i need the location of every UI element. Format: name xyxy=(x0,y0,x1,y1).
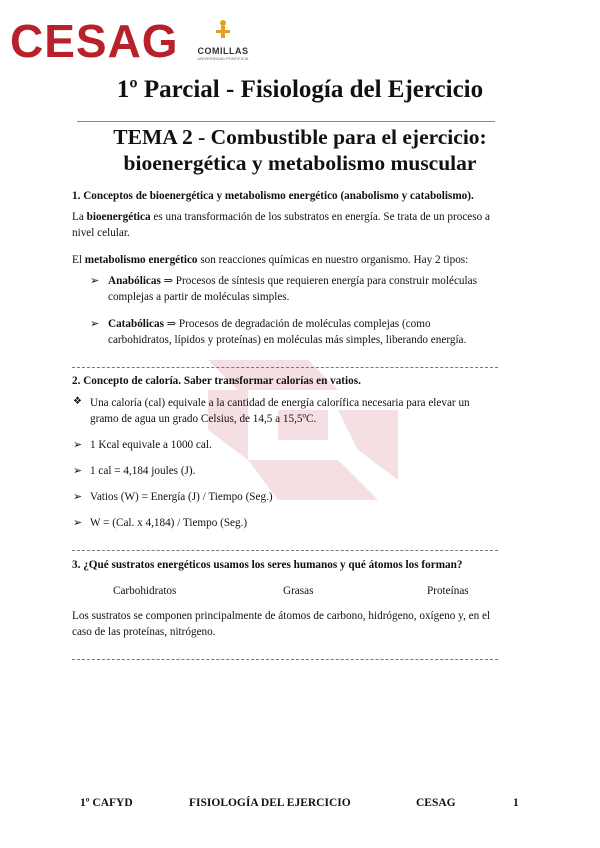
text: ⇒ Procesos de síntesis que requieren energía para construir moléculas xyxy=(160,275,477,287)
catabolicas-item xyxy=(108,317,466,348)
comillas-name: COMILLAS xyxy=(197,46,249,56)
text: La xyxy=(72,211,87,223)
term-catabolicas: Catabólicas xyxy=(108,318,164,330)
comillas-logo xyxy=(188,18,258,61)
footer-page-number: 1 xyxy=(513,797,519,809)
term-anabolicas: Anabólicas xyxy=(108,275,161,287)
text: son reacciones químicas en nuestro organismo. Hay 2 tipos: xyxy=(197,254,469,266)
cal-joules-item: 1 cal = 4,184 joules (J). xyxy=(90,465,196,477)
term-bioenergetica: bioenergética xyxy=(86,211,151,223)
text: Los sustratos se componen principalmente de átomos de carbono, hidrógeno, oxígeno y, en el xyxy=(72,610,491,622)
substrate-proteinas: Proteínas xyxy=(427,585,469,597)
arrow-bullet-icon: ➢ xyxy=(90,275,100,287)
text: El xyxy=(72,254,85,266)
dashed-separator xyxy=(72,367,498,368)
arrow-bullet-icon: ➢ xyxy=(73,517,83,529)
comillas-emblem-icon xyxy=(211,18,235,40)
w-formula-item: W = (Cal. x 4,184) / Tiempo (Seg.) xyxy=(90,517,248,529)
page-title: 1º Parcial - Fisiología del Ejercicio xyxy=(116,76,484,103)
bioenergetica-paragraph xyxy=(72,210,490,241)
tema-line-1: TEMA 2 - Combustible para el ejercicio: xyxy=(113,125,487,149)
diamond-bullet-icon: ❖ xyxy=(73,396,82,407)
comillas-subtitle: UNIVERSIDAD PONTIFICIA xyxy=(197,56,249,61)
text: gramo de agua un grado Celsius, de 14,5 a 15,5ºC. xyxy=(90,412,317,425)
vatios-formula-item: Vatios (W) = Energía (J) / Tiempo (Seg.) xyxy=(90,491,273,503)
title-divider xyxy=(77,121,495,122)
text: complejas a partir de moléculas simples. xyxy=(108,290,290,303)
section-1-heading: 1. Conceptos de bioenergética y metabolismo energético (anabolismo y catabolismo). xyxy=(72,190,474,202)
tema-heading xyxy=(0,124,600,176)
sustratos-paragraph xyxy=(72,609,490,640)
text: Una caloría (cal) equivale a la cantidad de energía calorífica necesaria para elevar un xyxy=(90,397,470,409)
arrow-bullet-icon: ➢ xyxy=(73,465,83,477)
footer-course: 1º CAFYD xyxy=(80,797,133,809)
arrow-bullet-icon: ➢ xyxy=(90,318,100,330)
text: nivel celular. xyxy=(72,226,130,239)
metabolismo-paragraph xyxy=(72,253,468,269)
arrow-bullet-icon: ➢ xyxy=(73,491,83,503)
section-2-heading: 2. Concepto de caloría. Saber transformar calorías en vatios. xyxy=(72,375,361,387)
footer-subject: FISIOLOGÍA DEL EJERCICIO xyxy=(189,797,351,809)
kcal-item: 1 Kcal equivale a 1000 cal. xyxy=(90,439,212,451)
anabolicas-item xyxy=(108,274,477,305)
caloria-definition xyxy=(90,396,470,427)
dashed-separator xyxy=(72,550,498,551)
term-metabolismo: metabolismo energético xyxy=(84,254,198,266)
substrate-carbohidratos: Carbohidratos xyxy=(113,585,177,597)
text: es una transformación de los substratos en energía. Se trata de un proceso a xyxy=(150,211,490,223)
tema-line-2: bioenergética y metabolismo muscular xyxy=(123,151,477,175)
dashed-separator xyxy=(72,659,498,660)
text: caso de las proteínas, nitrógeno. xyxy=(72,625,216,638)
arrow-bullet-icon: ➢ xyxy=(73,439,83,451)
text: carbohidratos, lípidos y proteínas) en moléculas más simples, liberando energía. xyxy=(108,333,467,346)
footer-school: CESAG xyxy=(416,797,456,809)
section-3-heading: 3. ¿Qué sustratos energéticos usamos los seres humanos y qué átomos los forman? xyxy=(72,559,463,571)
substrate-grasas: Grasas xyxy=(283,585,314,597)
cesag-logo: CESAG xyxy=(10,15,179,67)
text: ⇒ Procesos de degradación de moléculas complejas (como xyxy=(163,318,431,330)
